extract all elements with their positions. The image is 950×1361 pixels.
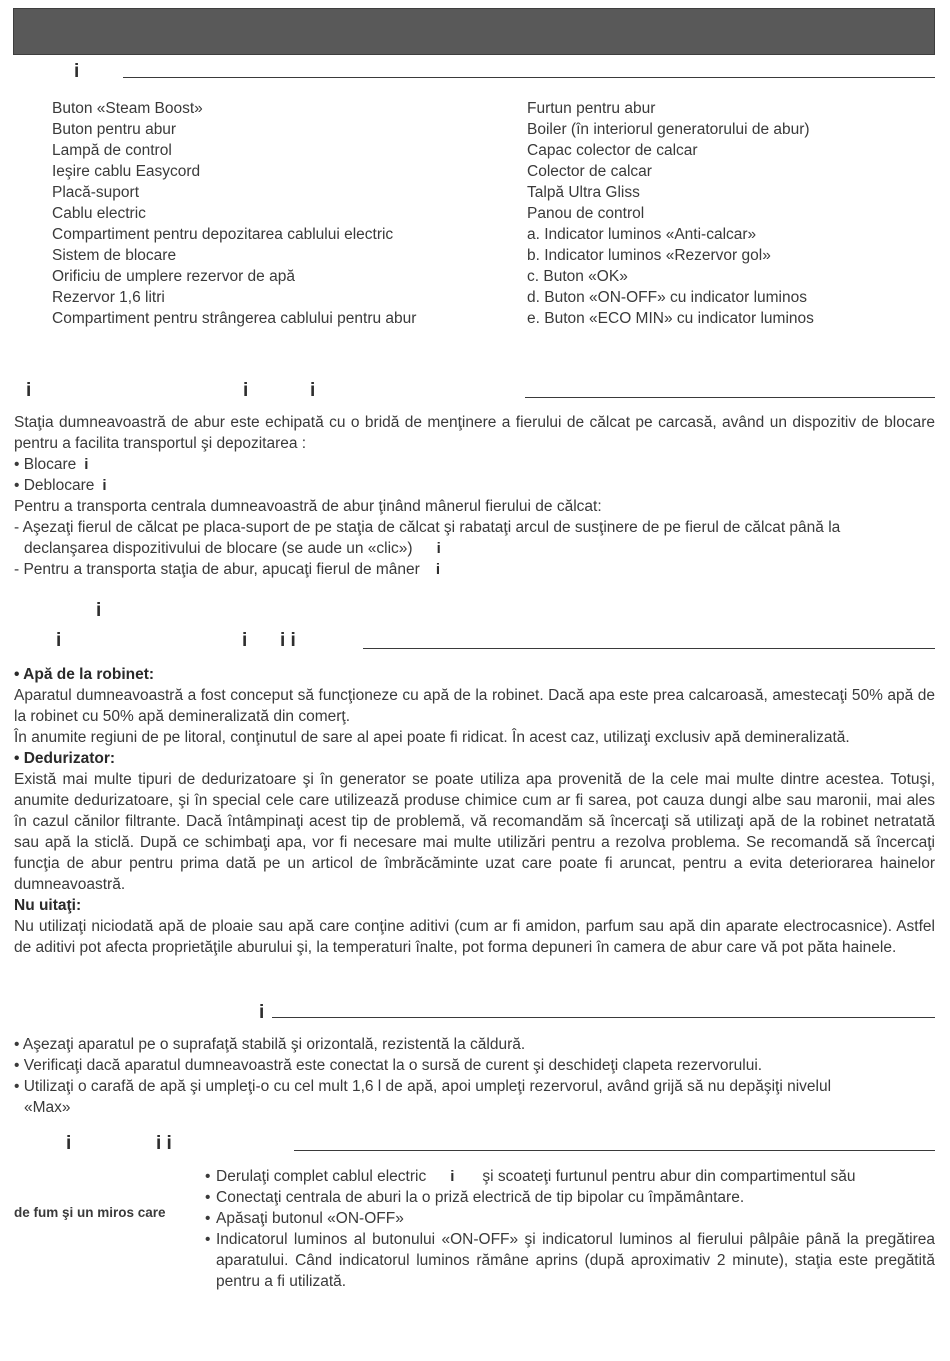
part-item: Buton pentru abur (52, 121, 177, 138)
part-item: Orificiu de umplere rezervor de apă (52, 268, 295, 285)
reminder-heading: Nu uitaţi: (14, 897, 82, 914)
paragraph: Aparatul dumneavoastră a fost conceput să funcţioneze cu apă de la robinet. Dacă apa este prea calcaroasă, amestecaţi 50% apă de la robinet cu 50% apă demineralizată din comerţ. (14, 687, 935, 725)
section1-rule (123, 77, 935, 78)
part-item: Sistem de blocare (52, 247, 177, 264)
transport-step-cont (14, 538, 935, 559)
part-item: Rezervor 1,6 litri (52, 289, 165, 306)
list-item: • Utilizaţi o carafă de apă şi umpleţi-o cu cel mult 1,6 l de apă, apoi umpleţi rezervorul, având grijă să nu depăşiţi nivelul (14, 1078, 832, 1095)
parts-list-left (52, 98, 416, 329)
section2-heading-marker: i (26, 380, 32, 401)
part-item: Buton «Steam Boost» (52, 100, 203, 117)
section4-heading-marker: i (259, 1002, 265, 1023)
part-item: c. Buton «OK» (527, 268, 628, 285)
paragraph: Staţia dumneavoastră de abur este echipată cu o bridă de menţinere a fierului de călcat pe carcasă, având un dispozitiv de blocare pentru a facilita transportul şi depozitarea : (14, 414, 935, 452)
list-item: • Verificaţi dacă aparatul dumneavoastră este conectat la o sursă de curent şi deschideţi clapeta rezervorului. (14, 1057, 763, 1074)
unlock-label: • Deblocare (14, 477, 95, 494)
section3-rule (363, 648, 935, 649)
part-item: Furtun pentru abur (527, 100, 656, 117)
softener-heading: • Dedurizator: (14, 750, 116, 767)
figure-ref: i (435, 561, 440, 578)
part-item: b. Indicator luminos «Rezervor gol» (527, 247, 771, 264)
section4-body (14, 1034, 935, 1118)
part-item: Compartiment pentru depozitarea cablului electric (52, 226, 394, 243)
side-note: de fum şi un miros care (14, 1205, 166, 1220)
tap-water-heading: • Apă de la robinet: (14, 666, 155, 683)
part-item: e. Buton «ECO MIN» cu indicator luminos (527, 310, 814, 327)
part-item: Compartiment pentru strângerea cablului pentru abur (52, 310, 417, 327)
figure-ref: i (436, 540, 441, 557)
startup-steps (205, 1166, 935, 1292)
startup-step: • Conectaţi centrala de aburi la o priză electrică de tip bipolar cu împământare. (205, 1187, 935, 1208)
lock-label: • Blocare (14, 456, 77, 473)
section3-heading-marker: i i (280, 630, 296, 651)
section5-heading-marker: i (66, 1133, 72, 1154)
part-item: d. Buton «ON-OFF» cu indicator luminos (527, 289, 807, 306)
figure-ref: i (102, 477, 107, 494)
figure-ref: i (450, 1168, 455, 1185)
paragraph: Pentru a transporta centrala dumneavoastră de abur ţinând mânerul fierului de călcat: (14, 498, 602, 515)
transport-step: - Aşezaţi fierul de călcat pe placa-suport de pe staţia de călcat şi rabataţi arcul de susţinere de pe fierul de călcat până la (14, 519, 841, 536)
section2-heading-marker: i (310, 380, 316, 401)
transport-step-text: - Pentru a transporta staţia de abur, apucaţi fierul de mâner (14, 561, 420, 578)
startup-step: • Apăsaţi butonul «ON-OFF» (205, 1208, 935, 1229)
startup-step (205, 1166, 935, 1187)
section4-rule (272, 1017, 935, 1018)
section1-heading-marker: i (74, 61, 80, 82)
section3-body (14, 664, 935, 958)
unlock-line (14, 475, 935, 496)
part-item: Colector de calcar (527, 163, 652, 180)
section3-heading-marker: i (56, 630, 62, 651)
section3-title-marker: i (96, 600, 102, 621)
section2-body (14, 412, 935, 580)
part-item: Cablu electric (52, 205, 146, 222)
list-item-cont: «Max» (24, 1099, 71, 1116)
transport-step (14, 559, 935, 580)
section2-heading-marker: i (243, 380, 249, 401)
transport-step-text: declanşarea dispozitivului de blocare (se aude un «clic») (24, 540, 413, 557)
part-item: Talpă Ultra Gliss (527, 184, 640, 201)
paragraph: În anumite regiuni de pe litoral, conţinutul de sare al apei poate fi ridicat. În acest caz, utilizaţi exclusiv apă demineralizată. (14, 729, 850, 746)
section5-heading-marker: i i (156, 1133, 172, 1154)
paragraph: Există mai multe tipuri de dedurizatoare şi în generator se poate utiliza apa provenită de la cele mai multe dintre acestea. Totuşi, anumite dedurizatoare, şi în special cele care utilizează produse chimice cum ar fi sarea, pot cauza dungi albe sau maronii, mai ales în cazul cănilor filtrante. Dacă întâmpinaţi acest tip de problemă, vă recomandăm să încercaţi să utilizaţi apă de la robinet netratată sau apă la sticlă. După ce schimbaţi apa, vor fi necesare mai multe utilizări pentru a rezolva problema. Se recomandă să încercaţi funcţia de abur pentru prima dată pe un articol de îmbrăcăminte uzat care poate fi aruncat, pentru a evita deteriorarea hainelor dumneavoastră. (14, 771, 935, 893)
part-item: Boiler (în interiorul generatorului de abur) (527, 121, 810, 138)
part-item: Lampă de control (52, 142, 172, 159)
part-item: Capac colector de calcar (527, 142, 698, 159)
figure-ref: i (84, 456, 89, 473)
parts-list-right (527, 98, 814, 329)
part-item: Ieşire cablu Easycord (52, 163, 201, 180)
section3-heading-marker: i (242, 630, 248, 651)
section2-rule (525, 397, 935, 398)
step-text: şi scoateţi furtunul pentru abur din compartimentul său (482, 1168, 856, 1185)
part-item: Placă-suport (52, 184, 140, 201)
part-item: a. Indicator luminos «Anti-calcar» (527, 226, 757, 243)
section5-rule (294, 1150, 935, 1151)
startup-step: • Indicatorul luminos al butonului «ON-OFF» şi indicatorul luminos al fierului pâlpâie până la pregătirea aparatului. Când indicatorul luminos rămâne aprins (după aproximativ 2 minute), staţia este pregătită pentru a fi utilizată. (205, 1229, 935, 1292)
header-bar (13, 8, 935, 55)
paragraph: Nu utilizaţi niciodată apă de ploaie sau apă care conţine aditivi (cum ar fi amidon, parfum sau apă din aparate electrocasnice). Astfel de aditivi pot afecta proprietăţile aburului şi, la temperaturi înalte, pot forma depuneri în camera de abur care vă pot păta hainele. (14, 918, 935, 956)
list-item: • Aşezaţi aparatul pe o suprafaţă stabilă şi orizontală, rezistentă la căldură. (14, 1036, 526, 1053)
part-item: Panou de control (527, 205, 645, 222)
step-text: Derulaţi complet cablul electric (216, 1168, 427, 1185)
lock-line (14, 454, 935, 475)
